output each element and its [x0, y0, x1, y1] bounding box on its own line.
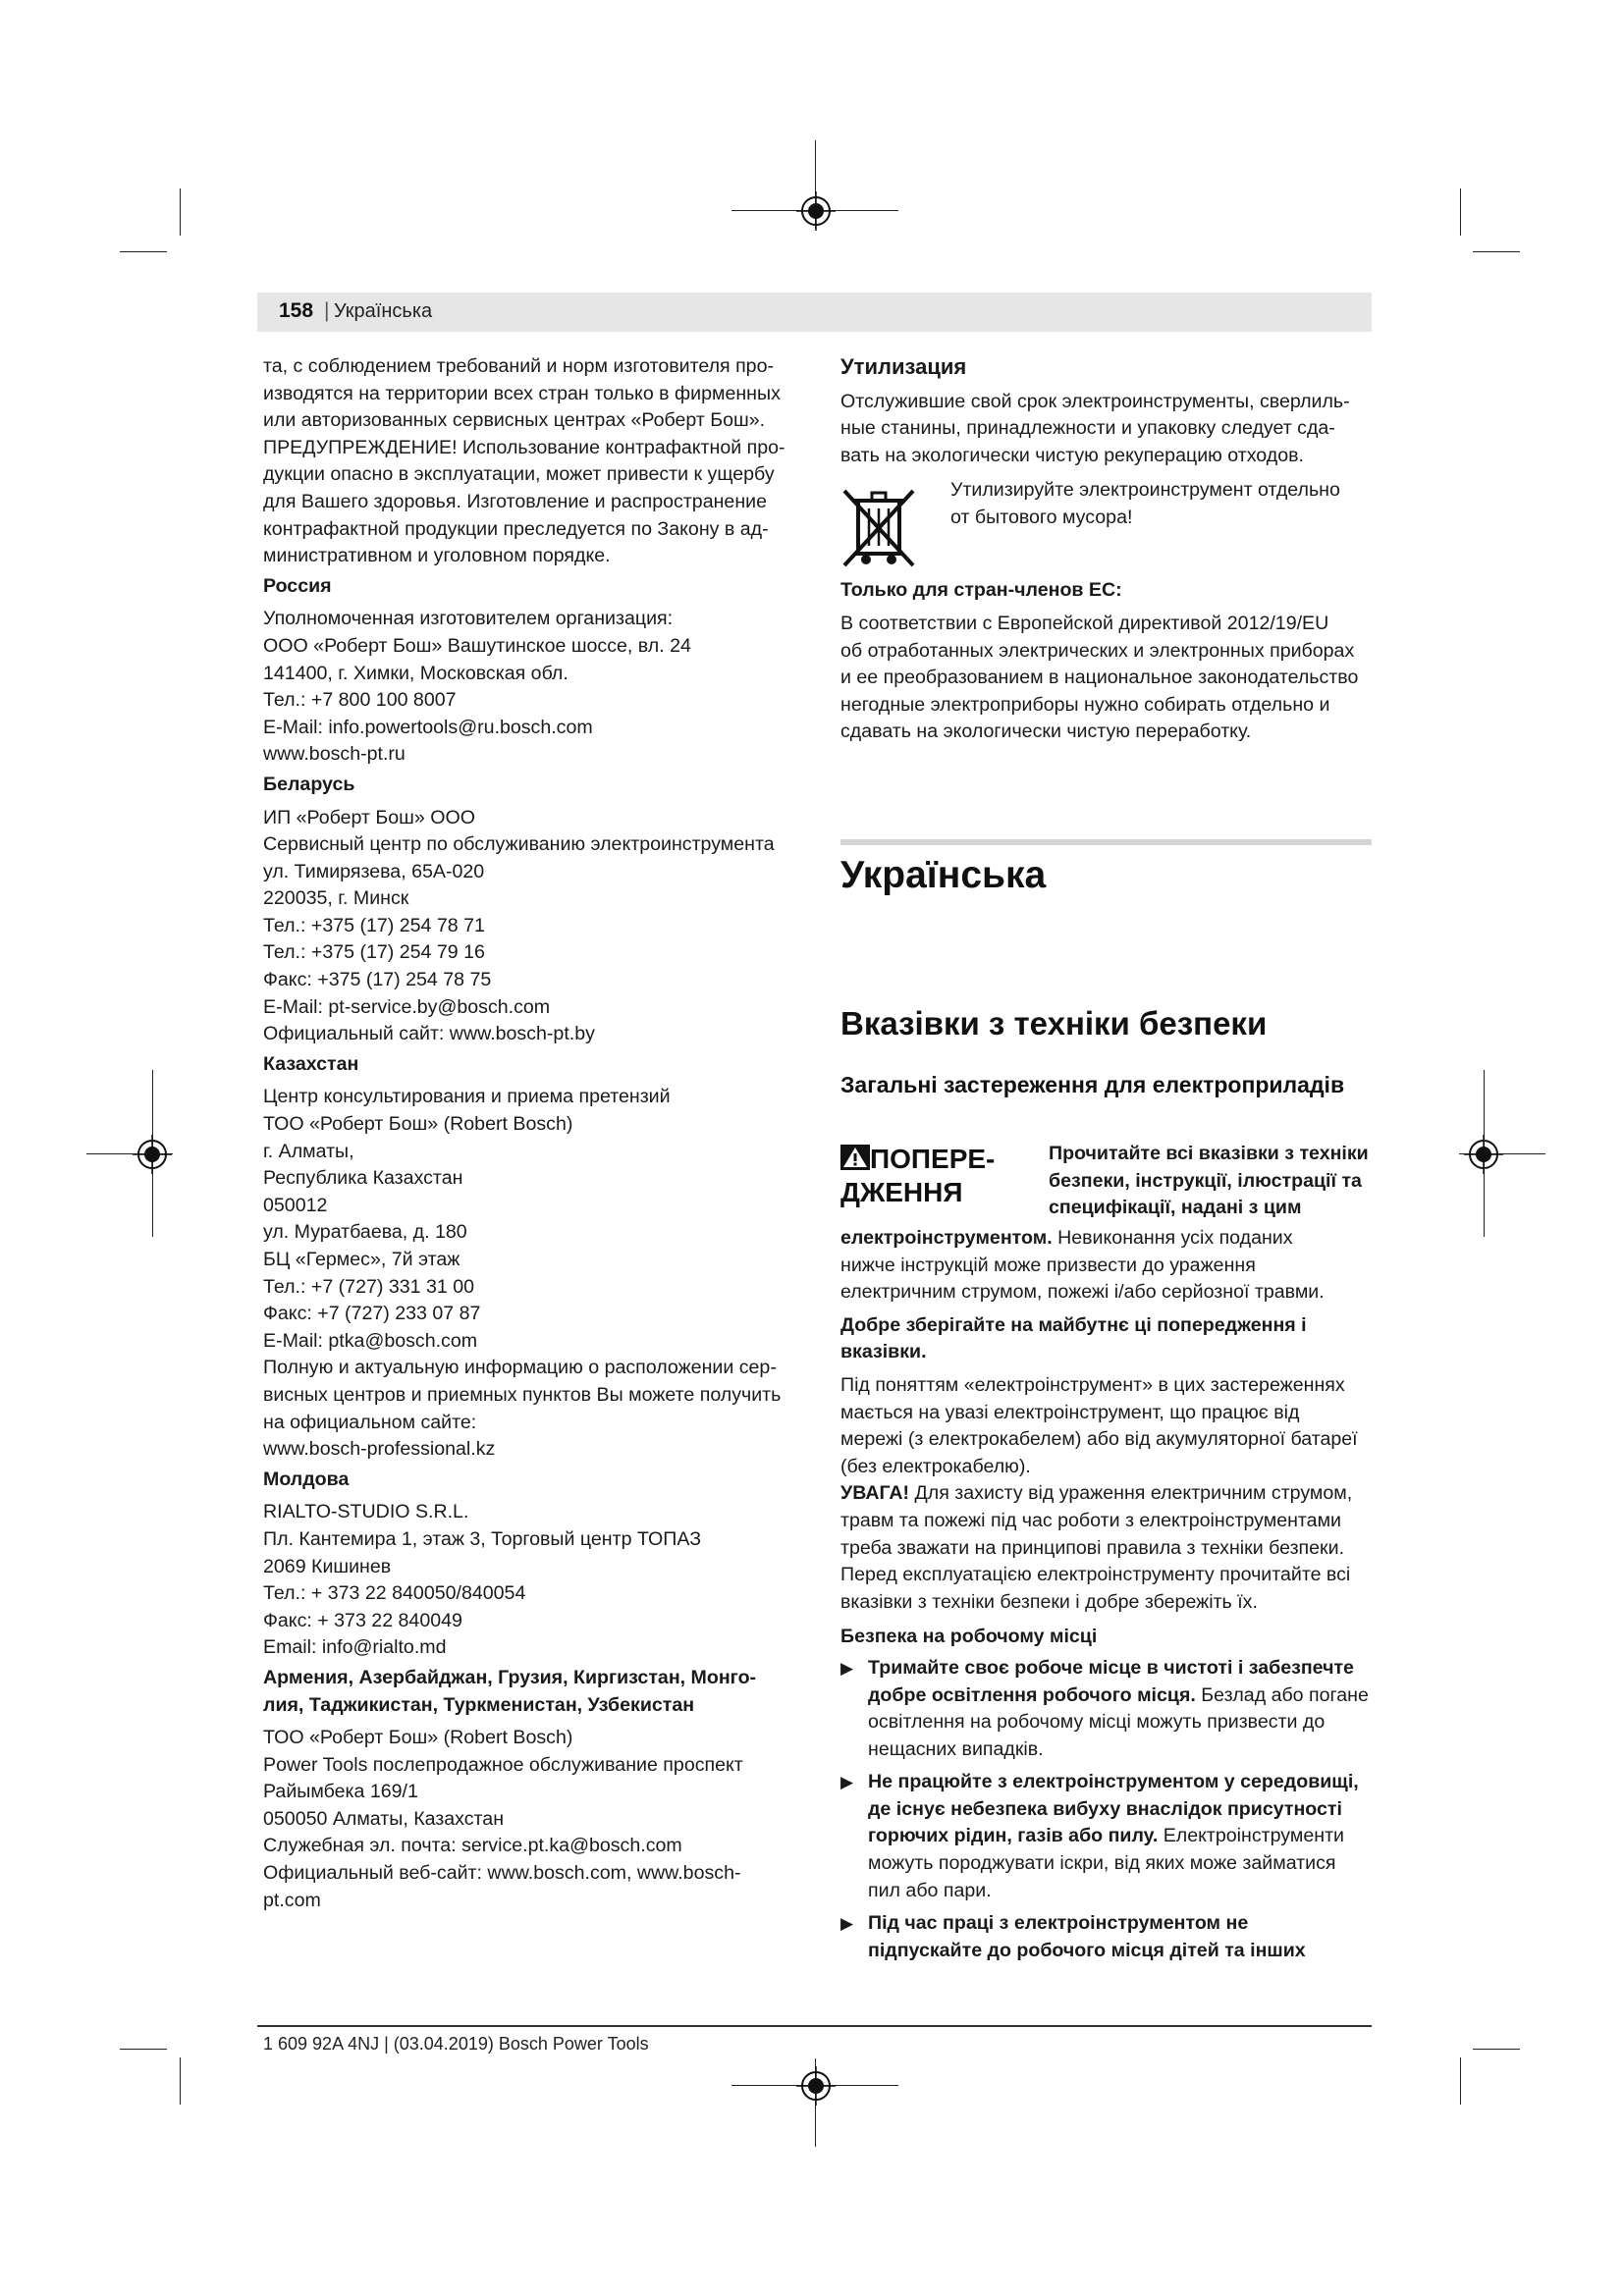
crossed-bin-icon [840, 487, 917, 569]
disposal-text: Отслужившие свой срок электроинструменты, сверлиль- ные станины, принадлежности и упаковку следует сда- вать на экологически чистую рекуперацию отходов. [840, 390, 1350, 466]
registration-mark-icon [796, 2066, 836, 2106]
warning-label: ПОПЕРЕ- ДЖЕННЯ [840, 1144, 996, 1207]
section-heading-russia: Россия [263, 574, 332, 597]
header-language: Українська [334, 300, 433, 322]
bullet-arrow-icon: ▶ [840, 1658, 854, 1678]
footer-divider [257, 2025, 1372, 2027]
section-heading-belarus: Беларусь [263, 773, 355, 795]
general-warnings-title: Загальні застереження для електроприладів [840, 1072, 1345, 1097]
registration-mark-icon [1464, 1135, 1503, 1174]
section-heading-moldova: Молдова [263, 1468, 350, 1490]
eu-text: В соответствии с Европейской директивой 2012/19/EU об отработанных электрических и электронных приборах и ее преобразованием в национальное законодательство негодные электроприборы нужно собирать отдельно и сдавать на экологически чистую переработку. [840, 612, 1359, 743]
language-title: Українська [840, 854, 1047, 896]
attention-text: УВАГА! Для захисту від ураження електричним струмом, травм та пожежі під час роботи з електроінструментами треба зважати на принципові правила з техніки безпеки. Перед експлуатацією електроінструменту прочитайте всі вказівки з техніки безпеки і добре збережіть їх. [840, 1482, 1353, 1613]
right-column-bottom: електроінструментом. Невиконання усіх поданих нижче інструкцій може призвести до ураження електричним струмом, пожежі і/або серйозної травми. Добре зберігайте на майбутнє ці попередження і вказівки. Під поняттям «електроінструмент» в цих застереженнях мається на увазі електроінструмент, що працює від мережі (з електрокабелем) або від акумуляторної батареї (без електрокабелю). УВАГА! Для захисту від ураження електричним струмом, травм та пожежі під час роботи з електроінструментами треба зважати на принципові правила з техніки безпеки. Перед експлуатацією електроінструменту прочитайте всі вказівки з техніки безпеки і добре збережіть їх. Безпека на робочому місці ▶ Тримайте своє робоче місце в чистоті і забезпечте добре освітлення робочого місця. Безлад або погане освітлення на робочому місці можуть призвести до нещасних випадків. ▶ Не працюйте з електроінструментом у середовищі, де існує небезпека вибуху внаслідок присутності горючих рідин, газів або пилу. Електроінструменти можуть породжувати іскри, від яких може займатися пил або пари. ▶ Під час праці з електроінструментом не підпускайте до робочого місця дітей та інших [840, 1225, 1377, 1964]
section-heading-kazakhstan: Казахстан [263, 1052, 359, 1075]
eu-heading: Только для стран-членов ЕС: [840, 579, 1122, 602]
kazakhstan-address: Центр консультирования и приема претензий ТОО «Роберт Бош» (Robert Bosch) г. Алматы, Республика Казахстан 050012 ул. Муратбаева, д. 180 БЦ «Гермес», 7й этаж Тел.: +7 (727) 331 31 00 Факс: +7 (727) 233 07 87 E-Mail: ptka@bosch.com Полную и актуальную информацию о расположении сер- висных центров и приемных пунктов Вы можете получить на официальном сайте: www.bosch-professional.kz [263, 1086, 782, 1461]
workplace-heading: Безпека на робочому місці [840, 1626, 1098, 1648]
page-number: 158 [279, 299, 314, 322]
right-column-top [840, 353, 1377, 746]
safety-title: Вказівки з техніки безпеки [840, 1005, 1268, 1041]
keep-instructions: Добре зберігайте на майбутнє ці попередження і вказівки. [840, 1313, 1307, 1363]
warning-text: Прочитайте всі вказівки з техніки безпеки, інструкції, ілюстрації та специфікації, надані з цим [1049, 1143, 1369, 1219]
page-header [257, 293, 1372, 332]
list-item: ▶ Під час праці з електроінструментом не підпускайте до робочого місця дітей та інших [840, 1912, 1306, 1961]
warning-triangle-icon [840, 1145, 870, 1170]
belarus-address: ИП «Роберт Бош» ООО Сервисный центр по обслуживанию электроинструмента ул. Тимирязева, 65А-020 220035, г. Минск Тел.: +375 (17) 254 78 71 Тел.: +375 (17) 254 79 16 Факс: +375 (17) 254 78 75 E-Mail: pt-service.by@bosch.com Официальный сайт: www.bosch-pt.by [263, 806, 775, 1045]
registration-mark-icon [796, 191, 836, 231]
list-item: ▶ Не працюйте з електроінструментом у середовищі, де існує небезпека вибуху внаслідок присутності горючих рідин, газів або пилу. Електроінструменти можуть породжувати іскри, від яких може займатися пил або пари. [840, 1771, 1359, 1901]
section-heading-caucasus: Армения, Азербайджан, Грузия, Киргизстан, Монго- лия, Таджикистан, Туркменистан, Узбекистан [263, 1666, 757, 1716]
list-item: ▶ Тримайте своє робоче місце в чистоті і забезпечте добре освітлення робочого місця. Безлад або погане освітлення на робочому місці можуть призвести до нещасних випадків. [840, 1656, 1369, 1760]
bullet-arrow-icon: ▶ [840, 1773, 854, 1792]
disposal-icon-text: Утилизируйте электроинструмент отдельно от бытового мусора! [950, 479, 1340, 528]
definition-text: Під поняттям «електроінструмент» в цих застереженнях мається на увазі електроінструмент, що працює від мережі (з електрокабелем) або від акумуляторної батареї (без електрокабелю). [840, 1373, 1358, 1477]
section-divider [840, 839, 1372, 845]
left-column [263, 353, 801, 1914]
bullet-arrow-icon: ▶ [840, 1914, 854, 1934]
caucasus-address: ТОО «Роберт Бош» (Robert Bosch) Power Tools послепродажное обслуживание проспект Райымбека 169/1 050050 Алматы, Казахстан Служебная эл. почта: service.pt.ka@bosch.com Официальный веб-сайт: www.bosch.com, www.bosch- pt.com [263, 1727, 743, 1911]
header-separator: | [324, 299, 330, 322]
intro-text: та, с соблюдением требований и норм изготовителя про- изводятся на территории всех стран только в фирменных или авторизованных сервисных центрах «Роберт Бош». ПРЕДУПРЕЖДЕНИЕ! Использование контрафактной про- дукции опасно в эксплуатации, может привести к ущербу для Вашего здоровья. Изготовление и распространение контрафактной продукции преследуется по Закону в ад- министративном и уголовном порядке. [263, 355, 785, 567]
footer-text: 1 609 92A 4NJ | (03.04.2019) Bosch Power Tools [263, 2034, 649, 2054]
moldova-address: RIALTO-STUDIO S.R.L. Пл. Кантемира 1, этаж 3, Торговый центр ТОПАЗ 2069 Кишинев Тел.: + 373 22 840050/840054 Факс: + 373 22 840049 Email: info@rialto.md [263, 1501, 702, 1659]
russia-address: Уполномоченная изготовителем организация: ООО «Роберт Бош» Вашутинское шоссе, вл. 24 141400, г. Химки, Московская обл. Тел.: +7 800 100 8007 E-Mail: info.powertools@ru.bosch.com www.bosch-pt.ru [263, 608, 691, 766]
disposal-heading: Утилизация [840, 354, 967, 379]
registration-mark-icon [133, 1135, 172, 1174]
